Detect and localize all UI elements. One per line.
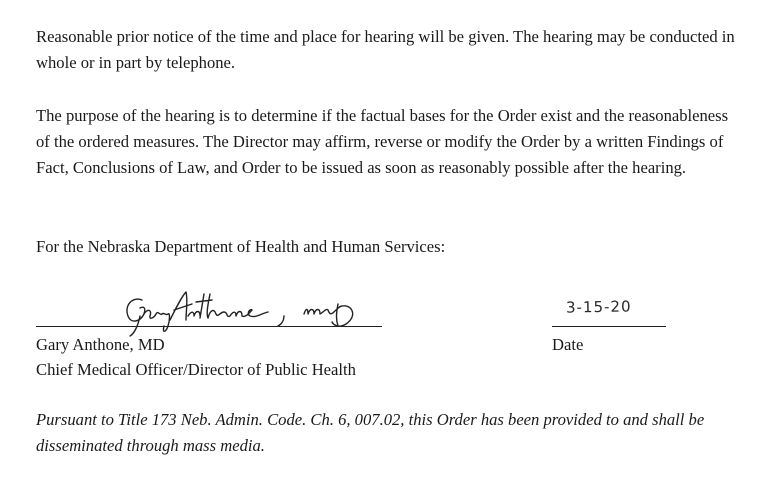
date-label: Date (552, 335, 584, 354)
signature-line (36, 326, 382, 327)
handwritten-date: 3-15-20 (565, 297, 632, 317)
signer-title: Chief Medical Officer/Director of Public Health (36, 360, 356, 379)
signer-name: Gary Anthone, MD (36, 335, 165, 354)
dissemination-note: Pursuant to Title 173 Neb. Admin. Code. Ch. 6, 007.02, this Order has been provided to and shall be disseminated through mass media. (36, 410, 705, 455)
hearing-notice-paragraph: Reasonable prior notice of the time and place for hearing will be given. The hearing may be conducted in whole or in part by telephone. (36, 27, 735, 72)
handwritten-signature (120, 286, 380, 338)
hearing-purpose-paragraph: The purpose of the hearing is to determine if the factual bases for the Order exist and the reasonableness of the ordered measures. The Director may affirm, reverse or modify the Order by a written Findings of Fact, Conclusions of Law, and Order to be issued as soon as reasonably possible after the hearing. (36, 106, 729, 177)
date-line (552, 326, 666, 327)
department-line: For the Nebraska Department of Health and Human Services: (36, 237, 446, 256)
